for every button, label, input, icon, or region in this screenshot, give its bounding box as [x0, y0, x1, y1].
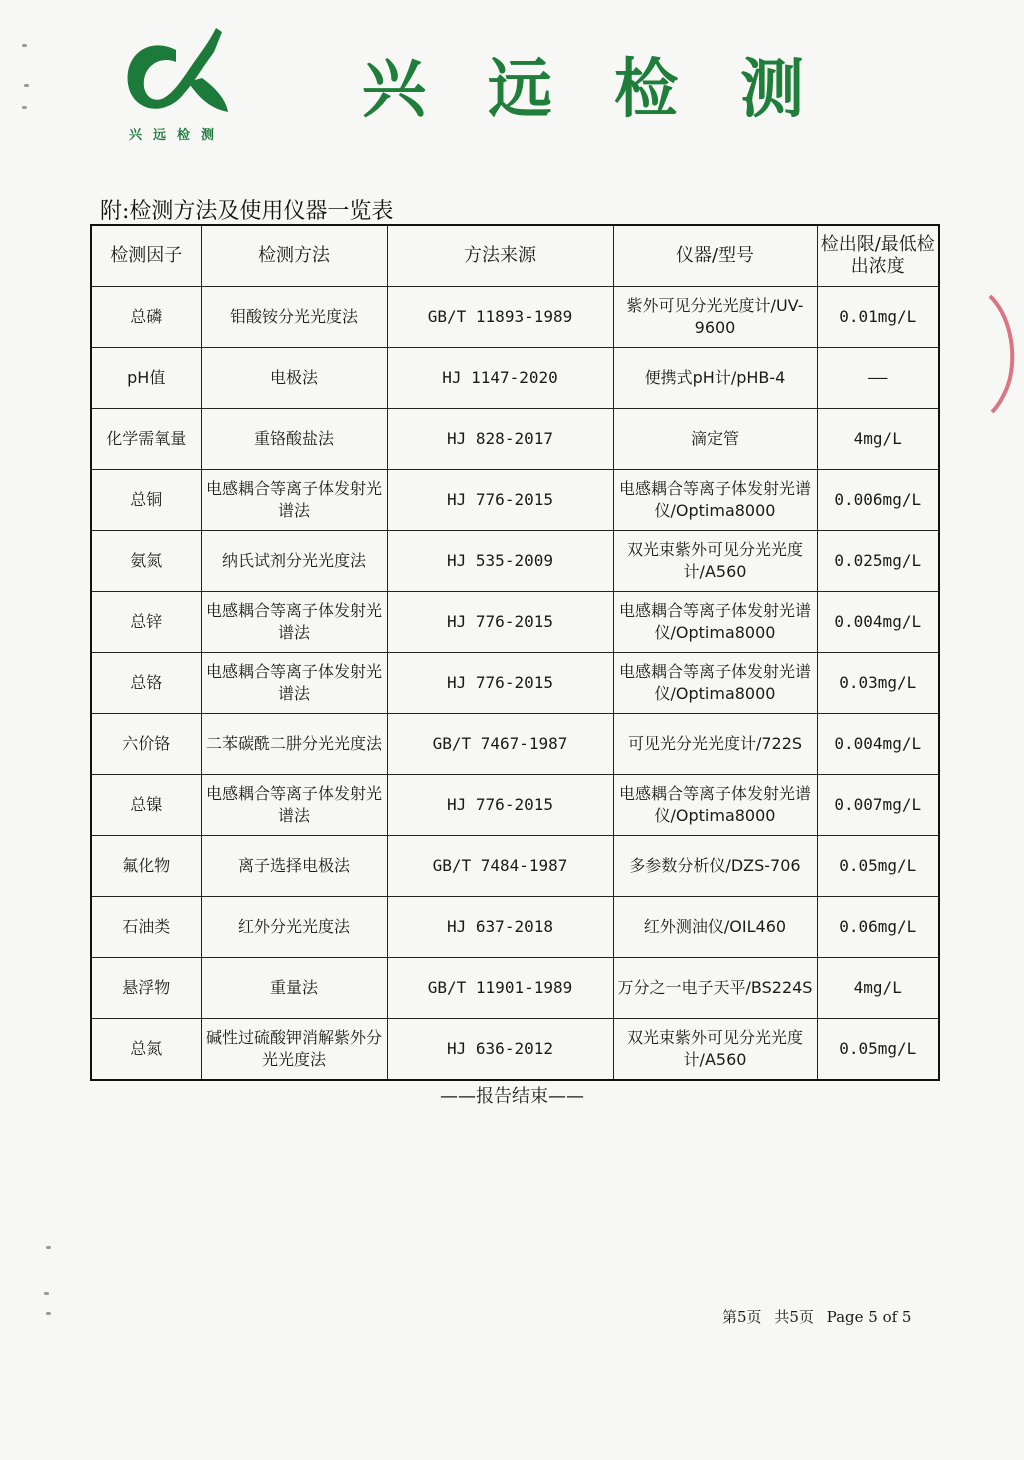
table-row — [91, 1019, 939, 1081]
brand-title: 兴远检测 — [362, 53, 866, 127]
cell-factor: 总氮 — [91, 1019, 201, 1081]
cell-factor: 氨氮 — [91, 531, 201, 592]
punch-mark — [22, 106, 27, 109]
cell-factor: 总铬 — [91, 653, 201, 714]
cell-method: 电感耦合等离子体发射光谱法 — [201, 653, 387, 714]
cell-method: 二苯碳酰二肼分光光度法 — [201, 714, 387, 775]
table-row — [91, 409, 939, 470]
punch-mark — [24, 84, 29, 87]
header-instrument: 仪器/型号 — [613, 225, 817, 287]
cell-factor: 氟化物 — [91, 836, 201, 897]
cell-source: HJ 1147-2020 — [387, 348, 613, 409]
cell-limit: 4mg/L — [817, 409, 939, 470]
cell-limit: 0.05mg/L — [817, 836, 939, 897]
cell-limit: 0.004mg/L — [817, 592, 939, 653]
cell-factor: 总镍 — [91, 775, 201, 836]
cell-limit: 0.004mg/L — [817, 714, 939, 775]
cell-method: 电极法 — [201, 348, 387, 409]
cell-instrument: 万分之一电子天平/BS224S — [613, 958, 817, 1019]
cell-instrument: 双光束紫外可见分光光度计/A560 — [613, 1019, 817, 1081]
cell-limit: 0.05mg/L — [817, 1019, 939, 1081]
cell-method: 电感耦合等离子体发射光谱法 — [201, 470, 387, 531]
cell-factor: 石油类 — [91, 897, 201, 958]
header-method: 检测方法 — [201, 225, 387, 287]
cell-source: HJ 637-2018 — [387, 897, 613, 958]
report-end-note: ——报告结束—— — [440, 1086, 584, 1107]
table-row — [91, 531, 939, 592]
header-source: 方法来源 — [387, 225, 613, 287]
table-row — [91, 958, 939, 1019]
cell-method: 钼酸铵分光光度法 — [201, 287, 387, 348]
cell-factor: 化学需氧量 — [91, 409, 201, 470]
table-row — [91, 775, 939, 836]
header-factor: 检测因子 — [91, 225, 201, 287]
page-total-cn: 共5页 — [774, 1308, 814, 1326]
cell-method: 红外分光光度法 — [201, 897, 387, 958]
cell-limit: 0.03mg/L — [817, 653, 939, 714]
cell-factor: 悬浮物 — [91, 958, 201, 1019]
cell-instrument: 电感耦合等离子体发射光谱仪/Optima8000 — [613, 592, 817, 653]
cell-instrument: 多参数分析仪/DZS-706 — [613, 836, 817, 897]
table-row — [91, 592, 939, 653]
cell-limit: 0.06mg/L — [817, 897, 939, 958]
cell-source: HJ 828-2017 — [387, 409, 613, 470]
cell-instrument: 电感耦合等离子体发射光谱仪/Optima8000 — [613, 653, 817, 714]
cell-factor: pH值 — [91, 348, 201, 409]
cell-limit: —— — [817, 348, 939, 409]
table-row — [91, 836, 939, 897]
punch-mark — [44, 1292, 49, 1295]
punch-mark — [22, 44, 27, 47]
table-caption: 附:检测方法及使用仪器一览表 — [100, 199, 394, 224]
table-row — [91, 348, 939, 409]
punch-mark — [46, 1246, 51, 1249]
table-row — [91, 470, 939, 531]
seal-edge-icon — [984, 286, 1024, 416]
table-row — [91, 714, 939, 775]
cell-source: GB/T 11901-1989 — [387, 958, 613, 1019]
cell-limit: 0.01mg/L — [817, 287, 939, 348]
cell-source: HJ 776-2015 — [387, 470, 613, 531]
methods-table — [90, 224, 940, 1081]
cell-source: HJ 776-2015 — [387, 592, 613, 653]
cell-limit: 0.007mg/L — [817, 775, 939, 836]
cell-instrument: 电感耦合等离子体发射光谱仪/Optima8000 — [613, 775, 817, 836]
cell-source: GB/T 7484-1987 — [387, 836, 613, 897]
cell-method: 重铬酸盐法 — [201, 409, 387, 470]
logo-caption: 兴远检测 — [128, 128, 225, 143]
table-row — [91, 653, 939, 714]
cell-method: 电感耦合等离子体发射光谱法 — [201, 775, 387, 836]
cell-source: HJ 636-2012 — [387, 1019, 613, 1081]
cell-method: 电感耦合等离子体发射光谱法 — [201, 592, 387, 653]
cell-factor: 总锌 — [91, 592, 201, 653]
cell-source: HJ 776-2015 — [387, 653, 613, 714]
cell-source: HJ 535-2009 — [387, 531, 613, 592]
cell-instrument: 电感耦合等离子体发射光谱仪/Optima8000 — [613, 470, 817, 531]
cell-limit: 4mg/L — [817, 958, 939, 1019]
cell-limit: 0.006mg/L — [817, 470, 939, 531]
cell-instrument: 紫外可见分光光度计/UV-9600 — [613, 287, 817, 348]
page-number-cn: 第5页 — [722, 1308, 762, 1326]
cell-method: 纳氏试剂分光光度法 — [201, 531, 387, 592]
table-row — [91, 897, 939, 958]
cell-instrument: 可见光分光光度计/722S — [613, 714, 817, 775]
cell-method: 离子选择电极法 — [201, 836, 387, 897]
cell-instrument: 红外测油仪/OIL460 — [613, 897, 817, 958]
cell-instrument: 便携式pH计/pHB-4 — [613, 348, 817, 409]
cell-source: GB/T 11893-1989 — [387, 287, 613, 348]
cell-method: 碱性过硫酸钾消解紫外分光光度法 — [201, 1019, 387, 1081]
cell-instrument: 双光束紫外可见分光光度计/A560 — [613, 531, 817, 592]
page-footer — [722, 1306, 919, 1327]
cell-method: 重量法 — [201, 958, 387, 1019]
table-header-row — [91, 225, 939, 287]
cell-factor: 总磷 — [91, 287, 201, 348]
cell-limit: 0.025mg/L — [817, 531, 939, 592]
punch-mark — [46, 1312, 51, 1315]
cell-instrument: 滴定管 — [613, 409, 817, 470]
cell-source: HJ 776-2015 — [387, 775, 613, 836]
cell-factor: 六价铬 — [91, 714, 201, 775]
header-limit: 检出限/最低检出浓度 — [817, 225, 939, 287]
table-row — [91, 287, 939, 348]
cell-source: GB/T 7467-1987 — [387, 714, 613, 775]
cell-factor: 总铜 — [91, 470, 201, 531]
page-number-en: Page 5 of 5 — [826, 1308, 912, 1326]
